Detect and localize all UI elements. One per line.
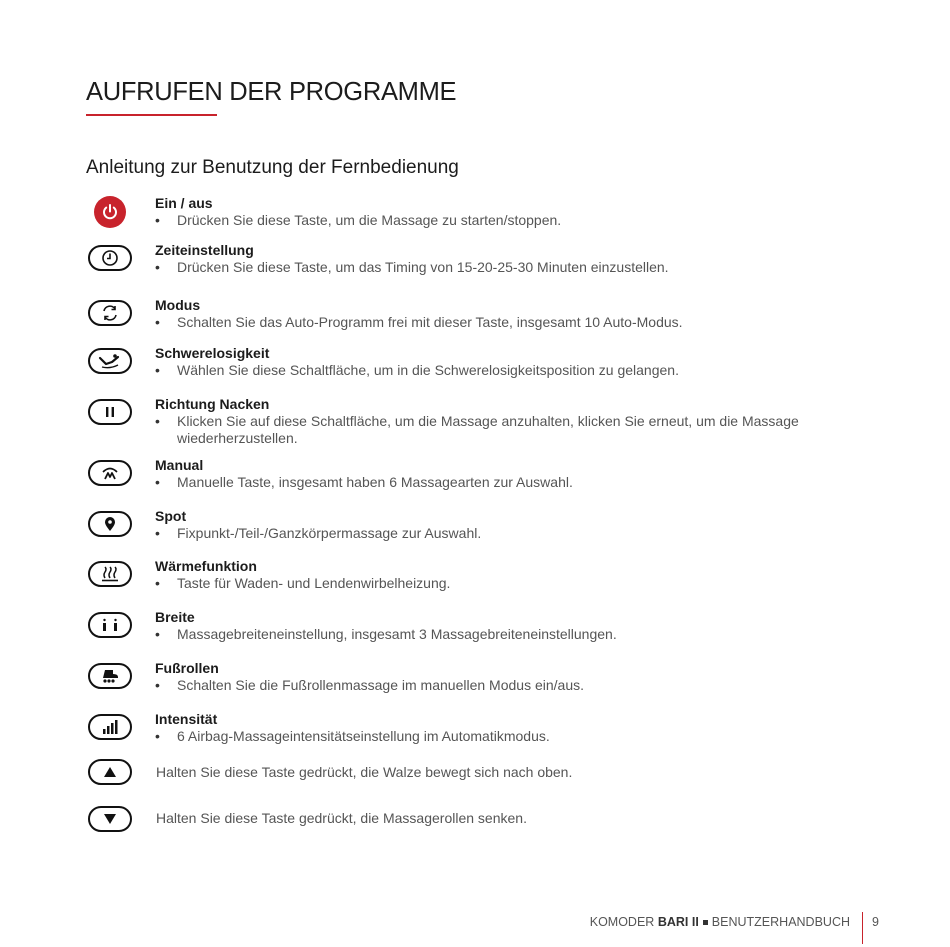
item-description: • Manuelle Taste, insgesamt haben 6 Massagearten zur Auswahl. (155, 474, 837, 491)
foot-roller-icon (88, 663, 132, 689)
item-description: • Massagebreiteneinstellung, insgesamt 3 Massagebreiteneinstellungen. (155, 626, 837, 643)
clock-icon (88, 245, 132, 271)
footer-text (590, 915, 850, 929)
item-label: Zeiteinstellung (155, 242, 254, 258)
item-description: • Taste für Waden- und Lendenwirbelheizung. (155, 575, 837, 592)
manual-icon (88, 460, 132, 486)
item-label: Ein / aus (155, 195, 213, 211)
footer-model: BARI II (657, 915, 699, 929)
mode-cycle-icon (88, 300, 132, 326)
item-description: • Fixpunkt-/Teil-/Ganzkörpermassage zur Auswahl. (155, 525, 837, 542)
item-description: Halten Sie diese Taste gedrückt, die Massagerollen senken. (156, 810, 527, 826)
section-title: Anleitung zur Benutzung der Fernbedienung (86, 157, 459, 178)
footer-manual: BENUTZERHANDBUCH (711, 915, 850, 929)
item-label: Wärmefunktion (155, 558, 257, 574)
footer-divider (862, 912, 863, 944)
page-number: 9 (872, 915, 879, 929)
item-label: Fußrollen (155, 660, 219, 676)
page-title: AUFRUFEN DER PROGRAMME (86, 78, 457, 106)
item-label: Breite (155, 609, 195, 625)
item-label: Schwerelosigkeit (155, 345, 270, 361)
title-underline (86, 114, 217, 116)
arrow-up-icon (88, 759, 132, 785)
footer-brand: KOMODER (589, 915, 655, 929)
item-label: Manual (155, 457, 204, 473)
item-description: Halten Sie diese Taste gedrückt, die Walze bewegt sich nach oben. (156, 764, 573, 780)
item-description: • Wählen Sie diese Schaltfläche, um in die Schwerelosigkeitsposition zu gelangen. (155, 362, 837, 379)
location-pin-icon (88, 511, 132, 537)
item-description: • Klicken Sie auf diese Schaltfläche, um die Massage anzuhalten, klicken Sie erneut, um die Massage wiederherzustellen. (155, 413, 837, 447)
arrow-down-icon (88, 806, 132, 832)
item-description: • 6 Airbag-Massageintensitätseinstellung im Automatikmodus. (155, 728, 837, 745)
item-description: • Drücken Sie diese Taste, um das Timing von 15-20-25-30 Minuten einzustellen. (155, 259, 837, 276)
heat-icon (88, 561, 132, 587)
separator-square (703, 920, 708, 925)
intensity-icon (88, 714, 132, 740)
item-description: • Schalten Sie das Auto-Programm frei mit dieser Taste, insgesamt 10 Auto-Modus. (155, 314, 837, 331)
item-label: Spot (155, 508, 187, 524)
pause-icon (88, 399, 132, 425)
item-label: Modus (155, 297, 201, 313)
item-description: • Drücken Sie diese Taste, um die Massage zu starten/stoppen. (155, 212, 837, 229)
zero-gravity-icon (88, 348, 132, 374)
item-label: Richtung Nacken (155, 396, 270, 412)
item-description: • Schalten Sie die Fußrollenmassage im manuellen Modus ein/aus. (155, 677, 837, 694)
width-icon (88, 612, 132, 638)
power-icon (94, 196, 126, 228)
item-label: Intensität (155, 711, 218, 727)
